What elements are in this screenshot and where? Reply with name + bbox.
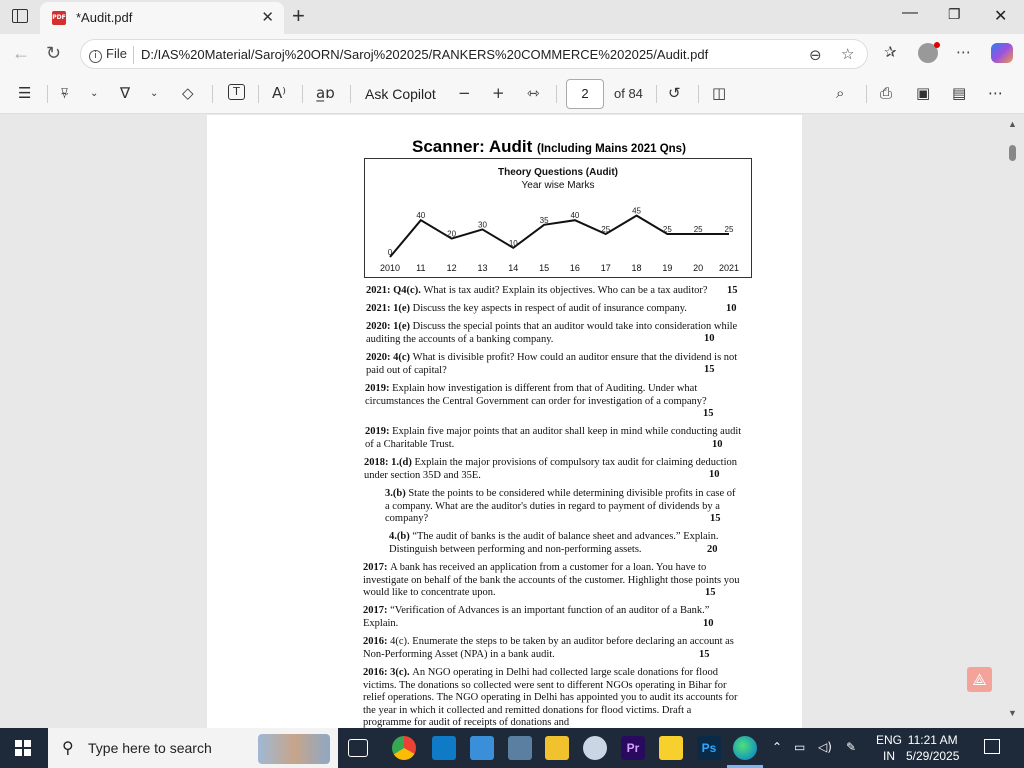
search-icon: ⚲ [62, 738, 74, 757]
question-year: 3.(b) [385, 488, 409, 499]
more-options-icon[interactable]: ⋯ [988, 84, 1003, 102]
chevron-down-icon[interactable]: ⌄ [150, 88, 159, 99]
address-bar [0, 34, 1024, 74]
pdf-page [207, 115, 802, 728]
question-text: Discuss the special points that an auditor would take into consideration while auditing the accounts of a banking company. [366, 321, 738, 345]
question-year: 2020: 4(c) [366, 352, 413, 363]
new-tab-icon[interactable]: + [292, 3, 305, 28]
time: 11:21 AM [907, 733, 958, 747]
separator [258, 85, 259, 103]
task-view-icon[interactable] [348, 739, 368, 757]
refresh-icon[interactable]: ↻ [46, 43, 62, 63]
question-marks: 15 [710, 513, 721, 524]
copilot-icon[interactable] [991, 43, 1013, 63]
question-text: What is tax audit? Explain its objectives. Who can be a tax auditor? [423, 285, 708, 296]
zoom-in-icon[interactable]: + [492, 84, 505, 102]
date: 5/29/2025 [906, 749, 960, 763]
info-icon: i [89, 50, 102, 63]
question-item [366, 303, 706, 316]
pdf-toolbar [0, 74, 1024, 114]
chart-x-tick-label: 14 [508, 263, 519, 273]
app-icon[interactable] [432, 736, 456, 760]
eraser-icon[interactable]: ◇ [182, 84, 194, 102]
chart-svg [365, 159, 753, 279]
language-indicator[interactable] [876, 732, 902, 764]
question-text: Discuss the key aspects in respect of audit of insurance company. [412, 303, 687, 314]
chrome-icon[interactable] [392, 736, 416, 760]
tab-actions-icon[interactable] [12, 9, 28, 23]
question-marks: 10 [703, 618, 714, 629]
chart-x-tick-label: 2021 [718, 263, 740, 273]
page-title [412, 137, 686, 157]
volume-icon[interactable]: ◁) [818, 740, 832, 754]
calculator-icon[interactable] [508, 736, 532, 760]
chart-x-tick-label: 11 [416, 263, 426, 273]
chart-x-tick-label: 15 [539, 263, 550, 273]
minimize-icon[interactable]: — [902, 4, 918, 21]
question-marks: 15 [705, 587, 716, 598]
chart-x-tick-label: 13 [477, 263, 488, 273]
chevron-down-icon[interactable]: ⌄ [90, 88, 99, 99]
question-item [365, 426, 743, 451]
search-highlight-image [258, 734, 330, 764]
print-icon[interactable]: ⎙ [880, 84, 893, 102]
search-icon[interactable]: ⌕ [836, 84, 845, 102]
fit-page-icon[interactable]: ⇿ [527, 84, 540, 102]
question-marks: 15 [699, 649, 710, 660]
question-marks: 15 [727, 285, 738, 296]
tab-title: *Audit.pdf [76, 10, 133, 25]
chart-data-label: 25 [724, 225, 734, 234]
question-marks: 10 [712, 439, 723, 450]
read-aloud-icon[interactable]: A⁾ [272, 84, 286, 102]
question-text: Explain the major provisions of compulsory tax audit for claiming deduction under section 35D and 35E. [364, 457, 737, 481]
question-marks: 15 [703, 408, 714, 419]
question-text: “Verification of Advances is an important function of an auditor of a Bank.” Explain. [363, 605, 710, 629]
favorite-star-icon[interactable]: ☆ [841, 45, 855, 63]
question-year: 2021: Q4(c). [366, 285, 424, 296]
separator [350, 85, 351, 103]
question-text: “The audit of banks is the audit of balance sheet and advances.” Explain. Distinguish between performing and non-performing assets. [389, 531, 719, 555]
contents-icon[interactable]: ☰ [18, 84, 32, 102]
year-wise-chart [364, 158, 752, 278]
chart-x-tick-label: 20 [693, 263, 704, 273]
favorites-icon[interactable]: ✰ [884, 43, 897, 61]
chart-title: Theory Questions (Audit) [498, 167, 618, 178]
ask-copilot-button[interactable]: Ask Copilot [365, 86, 436, 102]
question-item [366, 285, 741, 298]
question-year: 4.(b) [389, 531, 413, 542]
taskbar-search[interactable] [48, 728, 338, 768]
title-text: Scanner: Audit [412, 137, 533, 156]
url-text: D:/IAS%20Material/Saroj%20ORN/Saroj%202025/RANKERS%20COMMERCE%202025/Audit.pdf [141, 47, 709, 62]
question-year: 2019: [365, 383, 393, 394]
chart-x-tick-label: 12 [446, 263, 457, 273]
app-icon[interactable] [583, 736, 607, 760]
lang-bottom: IN [883, 749, 895, 763]
site-info-button[interactable] [89, 46, 127, 63]
title-bar [0, 0, 1024, 34]
pdf-file-icon: PDF [52, 11, 66, 25]
chart-data-label: 25 [601, 225, 611, 234]
translate-icon[interactable]: a̲ɒ [316, 84, 335, 102]
back-icon[interactable]: ← [12, 43, 30, 63]
chart-x-tick-label: 19 [662, 263, 673, 273]
save-as-icon[interactable]: ▤ [952, 84, 967, 102]
notifications-icon[interactable] [984, 739, 1000, 754]
photoshop-icon[interactable]: Ps [697, 736, 721, 760]
question-item [366, 321, 744, 346]
draw-icon[interactable]: ∇ [120, 84, 131, 102]
premiere-icon[interactable]: Pr [621, 736, 645, 760]
separator [302, 85, 303, 103]
chart-series-line [387, 216, 729, 257]
question-item [363, 605, 741, 630]
windows-start-icon[interactable] [15, 740, 31, 756]
highlight-icon[interactable]: ⍫ [60, 84, 70, 102]
page-total: of 84 [614, 86, 643, 101]
question-year: 2017: [363, 605, 391, 616]
edge-icon[interactable] [733, 736, 757, 760]
question-marks: 15 [704, 364, 715, 375]
question-text: A bank has received an application from a customer for a loan. You have to investigate on behalf of the bank the accounts of the customer. Highlight those points you would like to concentrate upon. [363, 562, 740, 598]
separator [656, 85, 657, 103]
question-marks: 10 [709, 469, 720, 480]
pen-icon[interactable]: ✎ [846, 740, 857, 754]
question-item [385, 488, 741, 526]
question-year: 2016: [363, 636, 391, 647]
url-separator [133, 46, 134, 64]
page-number-input[interactable]: 2 [566, 79, 604, 109]
chart-data-label: 10 [508, 238, 518, 248]
acrobat-icon[interactable]: ⟁ [967, 667, 992, 692]
separator [556, 85, 557, 103]
question-year: 2016: 3(c). [363, 667, 413, 678]
question-text: 4(c). Enumerate the steps to be taken by an auditor before declaring an account as Non-Performing Asset (NPA) in a bank audit. [363, 636, 734, 660]
restore-icon[interactable]: ❐ [948, 6, 961, 22]
pdf-viewer[interactable] [0, 115, 1024, 728]
lang-top: ENG [876, 733, 903, 747]
url-field[interactable] [80, 39, 868, 69]
clock[interactable] [906, 732, 959, 764]
question-text: Explain five major points that an auditor shall keep in mind while conducting audit of a Charitable Trust. [365, 426, 742, 450]
scroll-thumb[interactable] [1009, 145, 1016, 161]
question-text: An NGO operating in Delhi had collected large scale donations for flood victims. The donations so collected were sent to different NGOs operating in Bihar for relief operations. The NGO operating in Delhi has appointed you to audit its accounts for the year in which it collected and remitted donations for flood victims. Draft a programme for audit of receipts of donations and [363, 667, 738, 728]
chart-x-tick-label: 16 [569, 263, 580, 273]
chart-x-tick-label: 2010 [379, 263, 401, 273]
show-hidden-icon[interactable]: ⌃ [772, 740, 783, 754]
title-suffix: (Including Mains 2021 Qns) [537, 143, 686, 155]
question-text: Explain how investigation is different from that of Auditing. Under what circumstances the Central Government can order for investigation of a company? [365, 383, 707, 407]
file-explorer-icon[interactable] [545, 736, 569, 760]
close-window-icon[interactable]: ✕ [994, 8, 1008, 25]
question-item [363, 562, 741, 600]
rotate-icon[interactable]: ↺ [668, 84, 681, 102]
question-year: 2018: 1.(d) [364, 457, 415, 468]
scroll-up-icon[interactable]: ▲ [1008, 119, 1017, 129]
separator [866, 85, 867, 103]
zoom-icon[interactable]: ⊖ [809, 46, 822, 64]
question-year: 2020: 1(e) [366, 321, 413, 332]
chart-data-label: 40 [570, 211, 580, 221]
file-label: File [106, 46, 127, 61]
question-item [363, 667, 741, 728]
notification-dot [934, 42, 940, 48]
chart-data-label: 25 [693, 225, 703, 234]
question-marks: 10 [726, 303, 737, 314]
text-box-icon[interactable]: T [228, 84, 245, 100]
question-item [364, 457, 742, 482]
question-item [363, 636, 741, 661]
search-placeholder: Type here to search [88, 740, 212, 756]
separator [698, 85, 699, 103]
question-text: What is divisible profit? How could an auditor ensure that the dividend is not paid out of capital? [366, 352, 738, 376]
question-year: 2019: [365, 426, 393, 437]
chart-data-label: 25 [662, 225, 672, 234]
chart-x-tick-label: 17 [600, 263, 611, 273]
save-icon[interactable]: ▣ [916, 84, 931, 102]
question-marks: 10 [704, 333, 715, 344]
question-year: 2017: [363, 562, 391, 573]
question-text: State the points to be considered while determining divisible profits in case of a company. What are the auditor's duties in regard to payment of dividends by a company? [385, 488, 736, 524]
scroll-down-icon[interactable]: ▼ [1008, 708, 1017, 718]
page-view-icon[interactable]: ◫ [712, 84, 727, 102]
question-item [389, 531, 741, 556]
chart-x-tick-label: 18 [631, 263, 642, 273]
chart-subtitle: Year wise Marks [521, 180, 595, 191]
tab-audit-pdf[interactable] [40, 2, 284, 34]
more-menu-icon[interactable]: ⋯ [956, 43, 971, 61]
sticky-notes-icon[interactable] [659, 736, 683, 760]
chart-data-label: 30 [478, 220, 487, 230]
scrollbar[interactable] [1006, 115, 1020, 728]
network-icon[interactable]: ▭ [794, 740, 806, 754]
chart-data-label: 35 [539, 215, 549, 225]
app-icon[interactable] [470, 736, 494, 760]
separator [47, 85, 48, 103]
chart-data-label: 45 [632, 206, 641, 216]
close-tab-icon[interactable]: ✕ [261, 9, 274, 26]
question-year: 2021: 1(e) [366, 303, 413, 314]
chart-data-label: 20 [447, 229, 457, 239]
separator [212, 85, 213, 103]
question-item [365, 383, 743, 408]
taskbar [0, 728, 1024, 768]
question-marks: 20 [707, 544, 718, 555]
chart-data-label: 0 [387, 248, 393, 257]
question-item [366, 352, 744, 377]
zoom-out-icon[interactable]: − [458, 84, 471, 102]
chart-data-label: 40 [416, 211, 426, 221]
